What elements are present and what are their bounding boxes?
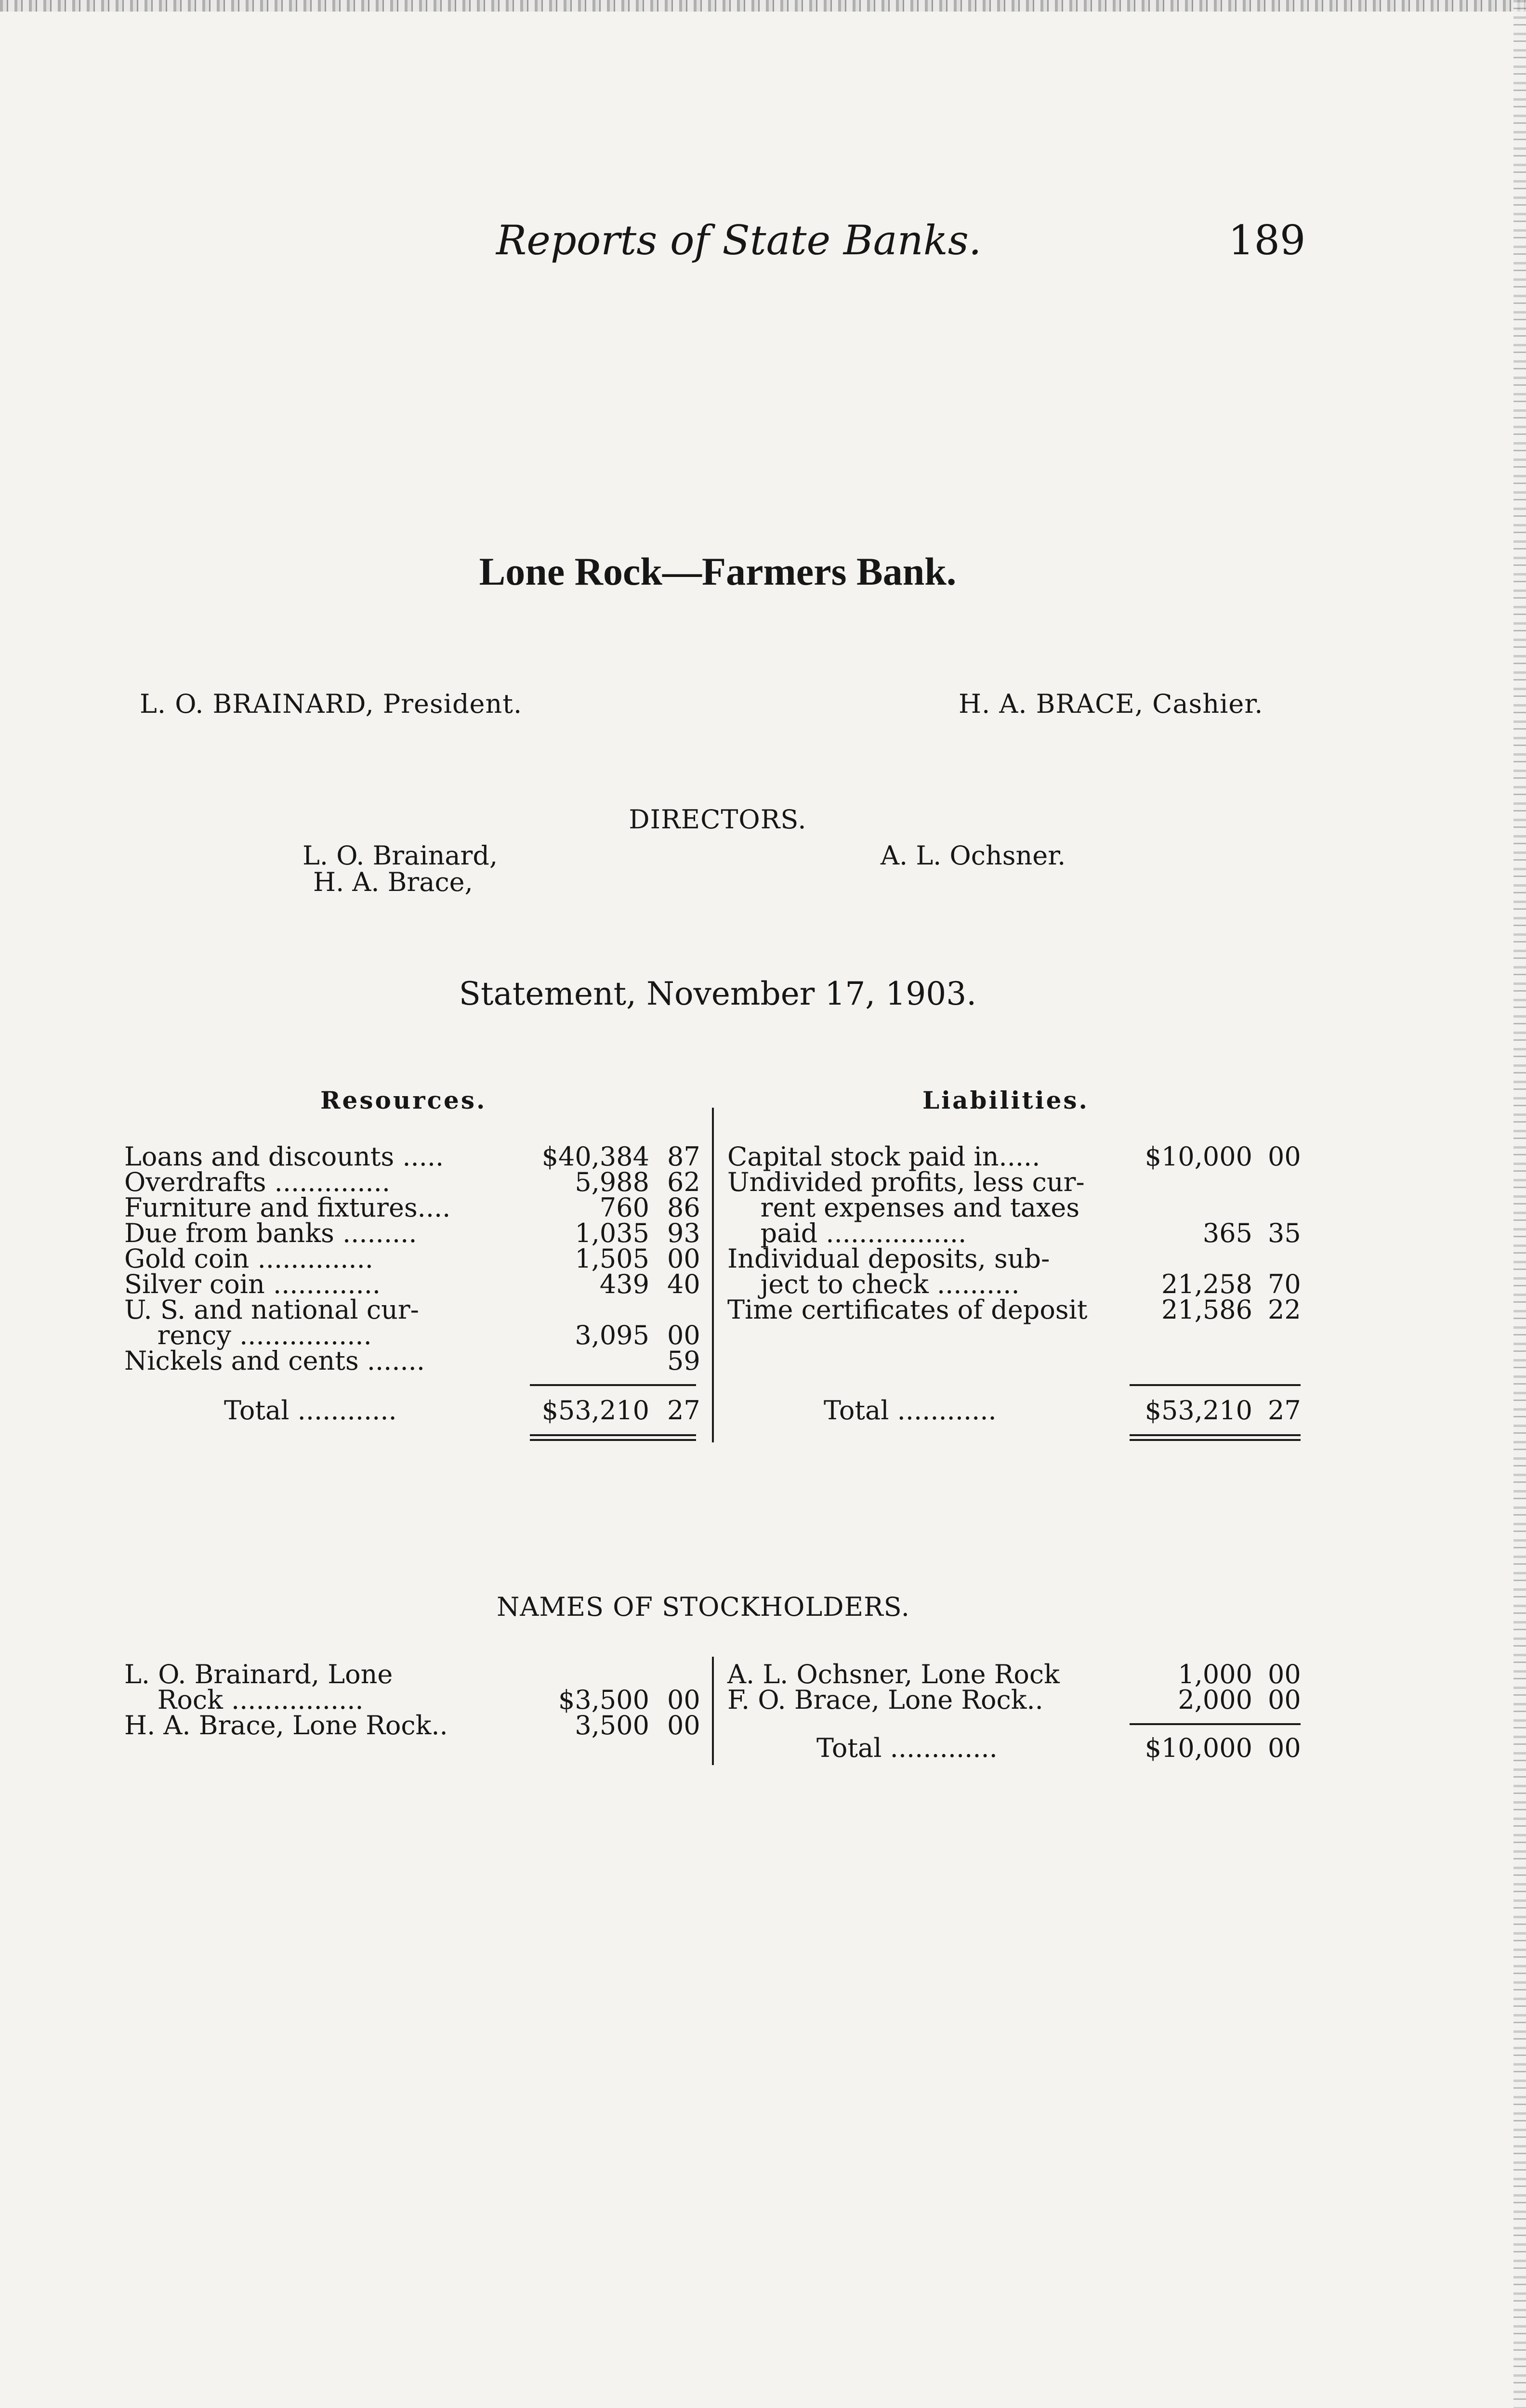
page-number: 189 xyxy=(1228,217,1306,264)
resource-label: Furniture and fixtures.... xyxy=(124,1192,451,1223)
running-head: Reports of State Banks. xyxy=(496,217,982,264)
director-name: H. A. Brace, xyxy=(313,867,473,897)
total-double-rule xyxy=(1130,1434,1301,1436)
column-divider xyxy=(712,1108,714,1442)
resource-label: U. S. and national cur- xyxy=(124,1295,419,1325)
liability-cents: 70 xyxy=(1268,1269,1301,1299)
resource-dollars: 439 xyxy=(599,1269,649,1299)
liabilities-total-dollars: $53,210 xyxy=(1144,1395,1252,1426)
liabilities-total-label: Total ............ xyxy=(824,1395,997,1426)
resource-cents: 87 xyxy=(667,1141,700,1172)
stockholder-name: F. O. Brace, Lone Rock.. xyxy=(727,1685,1043,1715)
liability-label: ject to check .......... xyxy=(727,1269,1020,1299)
resource-dollars: 5,988 xyxy=(575,1167,649,1197)
liabilities-total-cents: 27 xyxy=(1268,1395,1301,1426)
total-double-rule xyxy=(1130,1439,1301,1441)
liability-label: Undivided profits, less cur- xyxy=(727,1167,1085,1197)
resource-label: Overdrafts .............. xyxy=(124,1167,390,1197)
subtotal-rule xyxy=(1130,1384,1301,1386)
resource-cents: 93 xyxy=(667,1218,700,1248)
resource-dollars: 760 xyxy=(599,1192,649,1223)
stockholder-dollars: 1,000 xyxy=(1178,1659,1252,1689)
liability-dollars: 21,258 xyxy=(1161,1269,1252,1299)
stockholder-cents: 00 xyxy=(1268,1685,1301,1715)
stockholders-total-cents: 00 xyxy=(1268,1733,1301,1763)
resources-heading: Resources. xyxy=(320,1086,487,1114)
liability-dollars: 21,586 xyxy=(1161,1295,1252,1325)
column-divider xyxy=(712,1657,714,1765)
resource-dollars: $40,384 xyxy=(541,1141,649,1172)
liability-label: rent expenses and taxes xyxy=(727,1192,1080,1223)
resource-label: Nickels and cents ....... xyxy=(124,1346,425,1376)
stockholders-total-dollars: $10,000 xyxy=(1144,1733,1252,1763)
resources-total-label: Total ............ xyxy=(224,1395,397,1426)
stockholder-dollars: 2,000 xyxy=(1178,1685,1252,1715)
resource-dollars: 3,095 xyxy=(575,1320,649,1350)
liability-label: Individual deposits, sub- xyxy=(727,1243,1050,1274)
stockholder-name: H. A. Brace, Lone Rock.. xyxy=(124,1710,448,1741)
total-double-rule xyxy=(530,1439,696,1441)
subtotal-rule xyxy=(530,1384,696,1386)
resources-total-dollars: $53,210 xyxy=(541,1395,649,1426)
resource-label: Silver coin ............. xyxy=(124,1269,381,1299)
stockholder-cents: 00 xyxy=(667,1710,700,1741)
bank-title: Lone Rock—Farmers Bank. xyxy=(479,550,957,593)
resource-cents: 00 xyxy=(667,1320,700,1350)
director-name: A. L. Ochsner. xyxy=(881,840,1066,871)
liability-cents: 22 xyxy=(1268,1295,1301,1325)
director-name: L. O. Brainard, xyxy=(303,840,498,871)
scan-edge-top xyxy=(0,0,1526,12)
resources-total-cents: 27 xyxy=(667,1395,700,1426)
stockholders-heading: NAMES OF STOCKHOLDERS. xyxy=(497,1592,910,1622)
cashier-line: H. A. BRACE, Cashier. xyxy=(959,689,1263,719)
resource-cents: 86 xyxy=(667,1192,700,1223)
stockholder-name: Rock ................ xyxy=(124,1685,364,1715)
statement-title: Statement, November 17, 1903. xyxy=(459,975,977,1012)
liability-label: Time certificates of deposit xyxy=(727,1295,1088,1325)
resource-cents: 59 xyxy=(667,1346,700,1376)
scan-edge-right xyxy=(1513,0,1526,2408)
resource-cents: 40 xyxy=(667,1269,700,1299)
liability-label: paid ................. xyxy=(727,1218,967,1248)
liabilities-heading: Liabilities. xyxy=(922,1086,1089,1114)
stockholder-name: A. L. Ochsner, Lone Rock xyxy=(727,1659,1060,1689)
resource-label: Gold coin .............. xyxy=(124,1243,373,1274)
stockholder-dollars: 3,500 xyxy=(575,1710,649,1741)
stockholder-dollars: $3,500 xyxy=(558,1685,649,1715)
resource-dollars: 1,035 xyxy=(575,1218,649,1248)
liability-label: Capital stock paid in..... xyxy=(727,1141,1040,1172)
stockholders-total-label: Total ............. xyxy=(816,1733,998,1763)
liability-cents: 35 xyxy=(1268,1218,1301,1248)
subtotal-rule xyxy=(1130,1723,1301,1725)
liability-cents: 00 xyxy=(1268,1141,1301,1172)
resource-cents: 00 xyxy=(667,1243,700,1274)
president-line: L. O. BRAINARD, President. xyxy=(140,689,523,719)
directors-heading: DIRECTORS. xyxy=(629,804,807,835)
liability-dollars: 365 xyxy=(1202,1218,1252,1248)
resource-cents: 62 xyxy=(667,1167,700,1197)
liability-dollars: $10,000 xyxy=(1144,1141,1252,1172)
total-double-rule xyxy=(530,1434,696,1436)
stockholder-cents: 00 xyxy=(667,1685,700,1715)
stockholder-name: L. O. Brainard, Lone xyxy=(124,1659,393,1689)
resource-label: rency ................ xyxy=(124,1320,372,1350)
resource-label: Due from banks ......... xyxy=(124,1218,417,1248)
resource-dollars: 1,505 xyxy=(575,1243,649,1274)
stockholder-cents: 00 xyxy=(1268,1659,1301,1689)
resource-label: Loans and discounts ..... xyxy=(124,1141,444,1172)
